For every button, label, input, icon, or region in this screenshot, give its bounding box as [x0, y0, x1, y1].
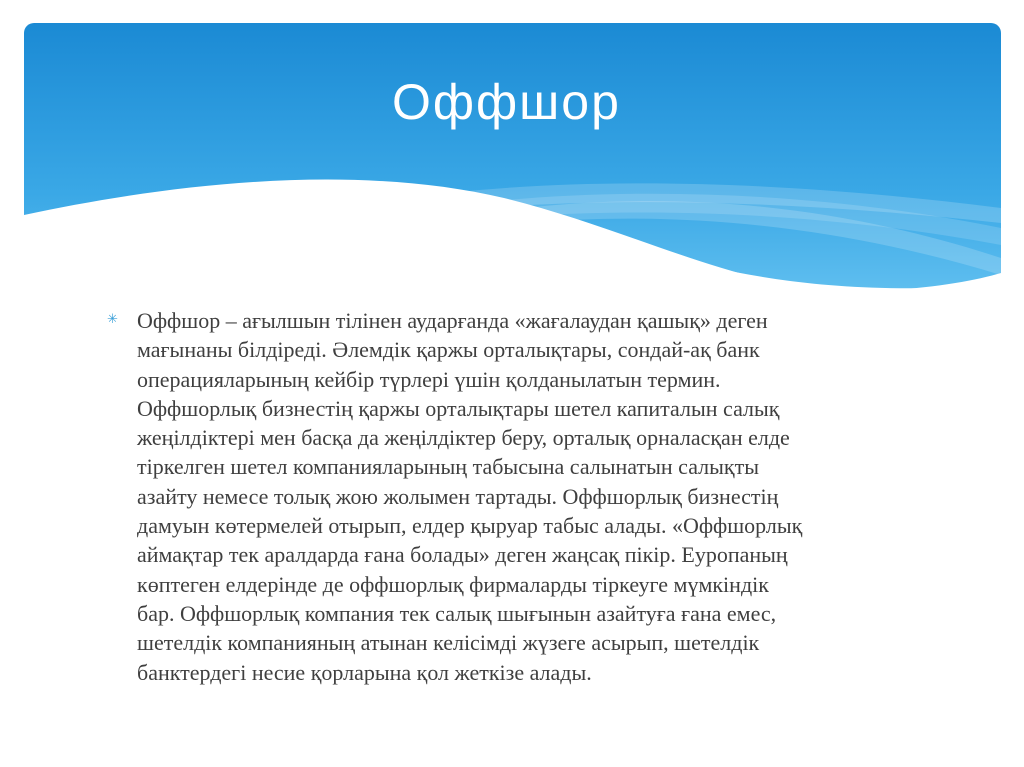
wave-background: [24, 23, 1001, 333]
bullet-line-7: азайту немесе толық жою жолымен тартады. Оффшорлық бизнестің: [137, 483, 779, 509]
bullet-line-8: дамуын көтермелей отырып, елдер қыруар табыс алады. «Оффшорлық: [137, 513, 803, 539]
bullet-item: [107, 306, 907, 687]
bullet-line-12: шетелдік компанияның атынан келісімді жүзеге асырып, шетелдік: [137, 630, 760, 656]
bullet-line-3: операцияларының кейбір түрлері үшін қолданылатын термин.: [137, 366, 721, 392]
slide-title: Оффшор: [392, 74, 621, 130]
bullet-line-10: көптеген елдерінде де оффшорлық фирмаларды тіркеуге мүмкіндік: [137, 571, 769, 597]
bullet-line-2: мағынаны білдіреді. Әлемдік қаржы орталықтары, сондай-ақ банк: [137, 337, 760, 363]
header-banner: [24, 23, 1001, 333]
bullet-line-11: бар. Оффшорлық компания тек салық шығынын азайтуға ғана емес,: [137, 600, 777, 626]
bullet-line-13: банктердегі несие қорларына қол жеткізе алады.: [137, 659, 592, 685]
bullet-text: [137, 306, 907, 687]
slide-content: [107, 306, 907, 687]
bullet-line-9: аймақтар тек аралдарда ғана болады» деген жаңсақ пікір. Еуропаның: [137, 542, 788, 568]
bullet-line-6: тіркелген шетел компанияларының табысына салынатын салықты: [137, 454, 760, 480]
bullet-line-4: Оффшорлық бизнестің қаржы орталықтары шетел капиталын салық: [137, 395, 780, 421]
bullet-line-5: жеңілдіктері мен басқа да жеңілдіктер беру, орталық орналасқан елде: [137, 425, 790, 451]
asterisk-bullet-icon: ✳: [107, 311, 118, 326]
bullet-line-1: Оффшор – ағылшын тілінен аударғанда «жағалаудан қашық» деген: [137, 308, 768, 333]
